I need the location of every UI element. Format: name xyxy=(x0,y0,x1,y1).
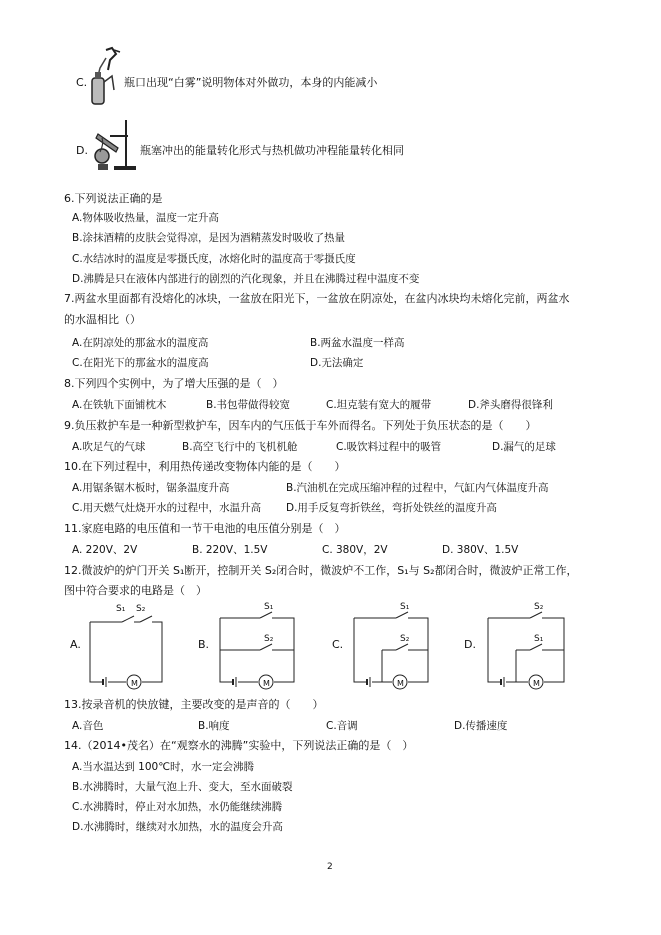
q6-stem: 6.下列说法正确的是 xyxy=(64,192,163,205)
q6-option-d: D.沸腾是只在液体内部进行的剧烈的汽化现象，并且在沸腾过程中温度不变 xyxy=(72,273,420,285)
option-d-label: D. xyxy=(76,144,88,157)
q11-option-b: B. 220V、1.5V xyxy=(192,544,268,556)
circuit-b-label: B. xyxy=(198,638,210,651)
q8-stem: 8.下列四个实例中，为了增大压强的是（ ） xyxy=(64,377,284,390)
q14-option-c: C.水沸腾时，停止对水加热，水仍能继续沸腾 xyxy=(72,801,283,813)
circuit-diagram-a xyxy=(70,604,170,690)
circuit-diagram-b xyxy=(198,604,302,690)
q9-option-b: B.高空飞行中的飞机机舱 xyxy=(182,441,298,453)
q9-option-d: D.漏气的足球 xyxy=(492,441,556,453)
option-d-text: 瓶塞冲出的能量转化形式与热机做功冲程能量转化相同 xyxy=(140,144,404,157)
circuit-a-s1: S₁ xyxy=(116,604,126,614)
circuit-d-label: D. xyxy=(464,638,476,651)
q9-option-c: C.吸饮料过程中的吸管 xyxy=(336,441,442,453)
circuit-a-label: A. xyxy=(70,638,81,651)
circuit-b-s2: S₂ xyxy=(264,634,274,644)
circuit-diagram-d xyxy=(464,604,574,690)
q7-option-a: A.在阴凉处的那盆水的温度高 xyxy=(72,337,209,349)
q7-stem-line1: 7.两盆水里面都有没熔化的冰块，一盆放在阳光下，一盆放在阴凉处，在盆内冰块均未熔化完前，两盆水 xyxy=(64,292,570,305)
circuit-a-motor: M xyxy=(131,679,138,688)
q6-option-a: A.物体吸收热量，温度一定升高 xyxy=(72,212,219,224)
q7-stem-line2: 的水温相比（） xyxy=(64,313,141,326)
q7-option-d: D.无法确定 xyxy=(310,357,364,369)
circuit-c-motor: M xyxy=(397,679,404,688)
q7-option-c: C.在阳光下的那盆水的温度高 xyxy=(72,357,209,369)
circuit-c-label: C. xyxy=(332,638,344,651)
q10-option-b: B.汽油机在完成压缩冲程的过程中，气缸内气体温度升高 xyxy=(286,482,549,494)
q9-option-a: A.吹足气的气球 xyxy=(72,441,146,453)
q10-stem: 10.在下列过程中，利用热传递改变物体内能的是（ ） xyxy=(64,460,346,473)
circuit-d-motor: M xyxy=(533,679,540,688)
circuit-b-motor: M xyxy=(263,679,270,688)
test-tube-heating-illustration xyxy=(92,118,138,172)
q11-stem: 11.家庭电路的电压值和一节干电池的电压值分别是（ ） xyxy=(64,522,346,535)
circuit-diagram-c xyxy=(332,604,436,690)
circuit-b-s1: S₁ xyxy=(264,602,274,612)
option-c-text: 瓶口出现“白雾”说明物体对外做功，本身的内能减小 xyxy=(124,76,378,89)
q14-option-a: A.当水温达到 100℃时，水一定会沸腾 xyxy=(72,761,255,773)
flask-bottle-illustration xyxy=(86,46,122,108)
q14-stem: 14.（2014•茂名）在“观察水的沸腾”实验中，下列说法正确的是（ ） xyxy=(64,739,414,752)
q13-option-d: D.传播速度 xyxy=(454,720,508,732)
q13-stem: 13.按录音机的快放键，主要改变的是声音的（ ） xyxy=(64,698,324,711)
circuit-d-s-top: S₂ xyxy=(534,602,544,612)
q14-option-b: B.水沸腾时，大量气泡上升、变大，至水面破裂 xyxy=(72,781,293,793)
q10-option-a: A.用锯条锯木板时，锯条温度升高 xyxy=(72,482,230,494)
q13-option-b: B.响度 xyxy=(198,720,230,732)
circuit-c-s2: S₂ xyxy=(400,634,410,644)
q8-option-a: A.在铁轨下面铺枕木 xyxy=(72,399,167,411)
q8-option-d: D.斧头磨得很锋利 xyxy=(468,399,553,411)
q10-option-c: C.用天燃气灶烧开水的过程中，水温升高 xyxy=(72,502,262,514)
q6-option-c: C.水结冰时的温度是零摄氏度，冰熔化时的温度高于零摄氏度 xyxy=(72,253,356,265)
q6-option-b: B.涂抹酒精的皮肤会觉得凉，是因为酒精蒸发时吸收了热量 xyxy=(72,232,346,244)
q11-option-d: D. 380V、1.5V xyxy=(442,544,519,556)
circuit-d-s-middle: S₁ xyxy=(534,634,544,644)
q12-stem-line1: 12.微波炉的炉门开关 S₁断开，控制开关 S₂闭合时，微波炉不工作，S₁与 S₂都闭合时，微波炉正常工作， xyxy=(64,564,578,577)
q14-option-d: D.水沸腾时，继续对水加热，水的温度会升高 xyxy=(72,821,283,833)
q13-option-a: A.音色 xyxy=(72,720,104,732)
q12-stem-line2: 图中符合要求的电路是（ ） xyxy=(64,584,207,597)
option-c-label: C. xyxy=(76,76,88,89)
q10-option-d: D.用手反复弯折铁丝，弯折处铁丝的温度升高 xyxy=(286,502,497,514)
q11-option-a: A. 220V、2V xyxy=(72,544,138,556)
q8-option-b: B.书包带做得较宽 xyxy=(206,399,291,411)
q11-option-c: C. 380V，2V xyxy=(322,544,388,556)
page-number: 2 xyxy=(327,862,333,872)
q7-option-b: B.两盆水温度一样高 xyxy=(310,337,405,349)
circuit-a-s2: S₂ xyxy=(136,604,146,614)
q9-stem: 9.负压救护车是一种新型救护车，因车内的气压低于车外而得名。下列处于负压状态的是（ ） xyxy=(64,419,537,432)
circuit-c-s1: S₁ xyxy=(400,602,410,612)
q8-option-c: C.坦克装有宽大的履带 xyxy=(326,399,432,411)
q13-option-c: C.音调 xyxy=(326,720,358,732)
